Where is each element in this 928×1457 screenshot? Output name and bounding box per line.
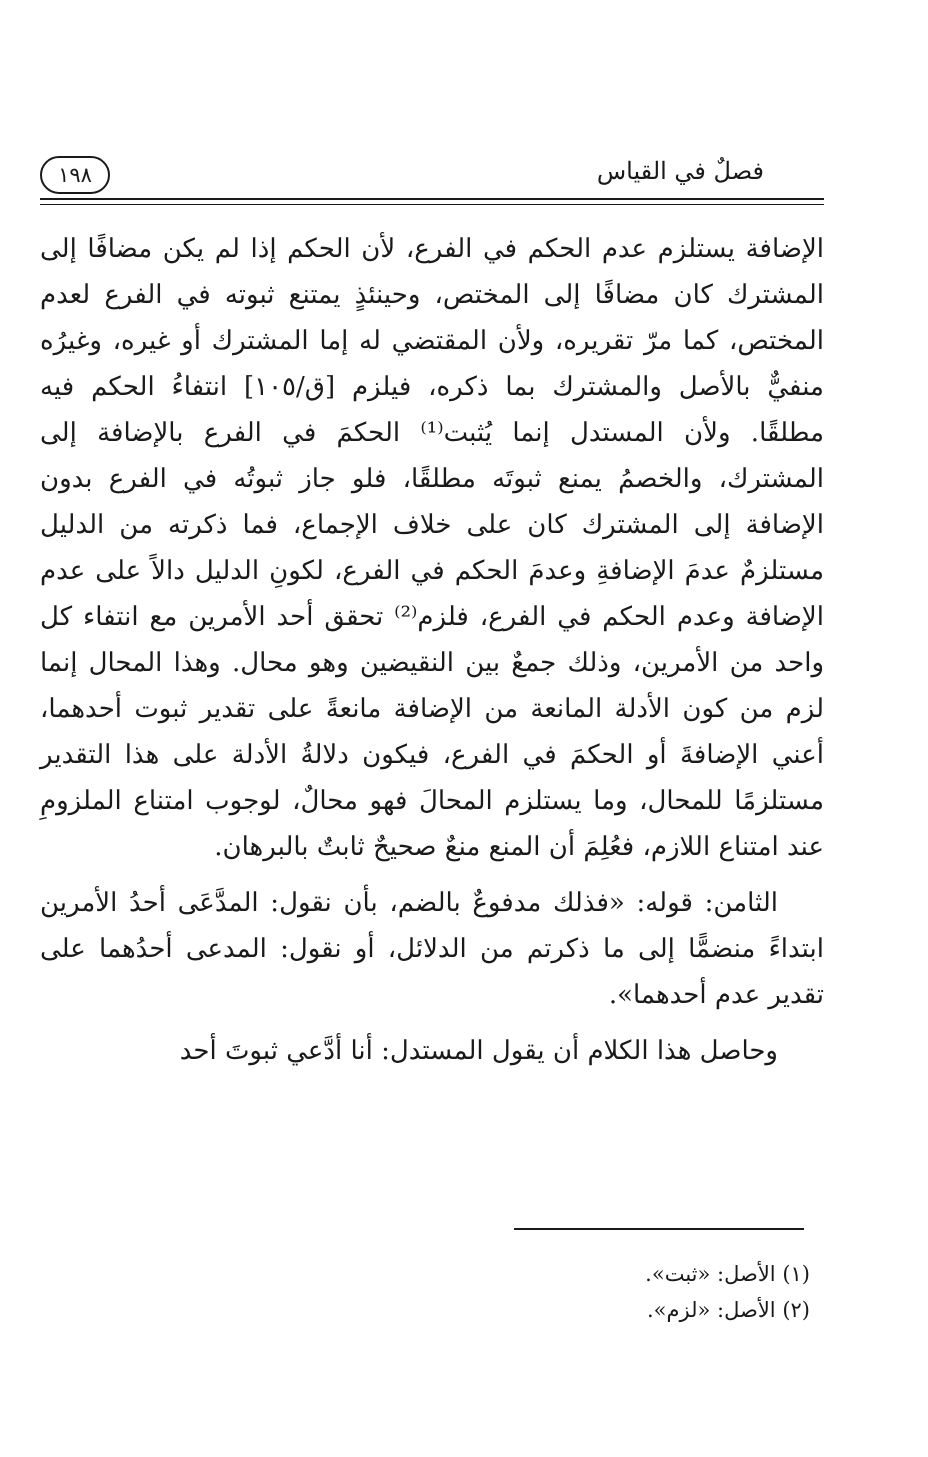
footnotes [40,1256,810,1328]
page-number-badge: ١٩٨ [40,156,110,194]
footnote-2: (٢) الأصل: «لزم». [646,1298,810,1322]
paragraph-eighth-point: الثامن: قوله: «فذلك مدفوعٌ بالضم، بأن نقول: المدَّعَى أحدُ الأمرين ابتداءً منضمًّا إلى ما ذكرتم من الدلائل، أو نقول: المدعى أحدُهما على تقدير عدم أحدهما». [40,888,824,1010]
header-rule-thick [40,198,824,200]
footnote-separator [514,1228,804,1230]
page-header [40,150,824,190]
running-title: فصلٌ في القياس [596,157,764,185]
paragraph-continuation: الإضافة يستلزم عدم الحكم في الفرع، لأن الحكم إذا لم يكن مضافًا إلى المشترك كان مضافًا إلى المختص، وحينئذٍ يمتنع ثبوته في الفرع لعدم المختص، كما مرّ تقريره، ولأن المقتضي له إما المشترك أو غيره، وغيرُه منفيٌّ بالأصل والمشترك بما ذكره، فيلزم [ق/١٠٥] انتفاءُ الحكم فيه مطلقًا. ولأن المستدل إنما يُثبت⁽¹⁾ الحكمَ في الفرع بالإضافة إلى المشترك، والخصمُ يمنع ثبوتَه مطلقًا، فلو جاز ثبوتُه في الفرع بدون الإضافة إلى المشترك كان على خلاف الإجماع، فما ذكرته من الدليل مستلزمٌ عدمَ الإضافةِ وعدمَ الحكم في الفرع، لكونِ الدليل دالاً على عدم الإضافة وعدم الحكم في الفرع، فلزم⁽²⁾ تحقق أحد الأمرين مع انتفاء كل واحد من الأمرين، وذلك جمعٌ بين النقيضين وهو محال. وهذا المحال إنما لزم من كون الأدلة المانعة من الإضافة مانعةً على تقدير ثبوت أحدهما، أعني الإضافةَ أو الحكمَ في الفرع، فيكون دلالةُ الأدلة على هذا التقدير مستلزمًا للمحال، وما يستلزم المحالَ فهو محالٌ، لوجوب امتناع الملزومِ عند امتناع اللازم، فعُلِمَ أن المنع منعٌ صحيحٌ ثابتٌ بالبرهان. [40,234,825,862]
footnote-1: (١) الأصل: «ثبت». [645,1262,810,1286]
header-rule-thin [40,204,824,205]
paragraph-summary: وحاصل هذا الكلام أن يقول المستدل: أنا أدَّعي ثبوتَ أحد [179,1036,778,1066]
main-text [40,226,824,1074]
